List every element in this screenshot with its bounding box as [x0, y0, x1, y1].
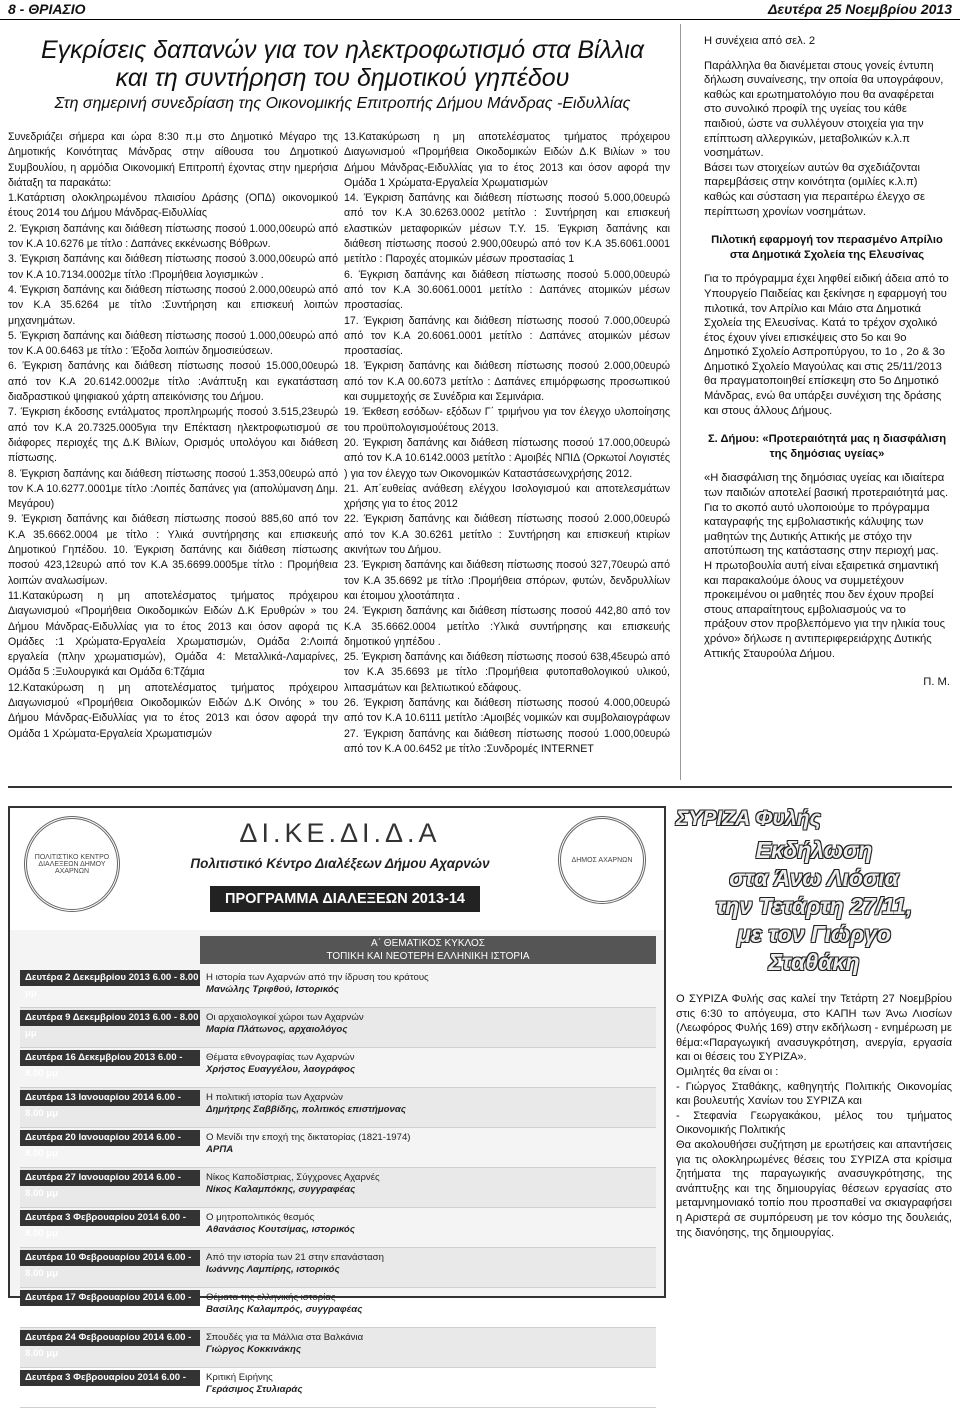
- continuation-column: [704, 34, 950, 690]
- lecture-date: Δευτέρα 2 Δεκεμβρίου 2013 6.00 - 8.00 μμ: [20, 970, 200, 986]
- article-subtitle: Στη σημερινή συνεδρίαση της Οικονομικής Επιτροπής Δήμου Μάνδρας -Ειδυλλίας: [54, 95, 631, 112]
- lecture-date: Δευτέρα 10 Φεβρουαρίου 2014 6.00 - 8.00 μμ: [20, 1250, 200, 1266]
- paragraph: 6. Έγκριση δαπάνης και διάθεση πίστωσης ποσού 15.000,00ευρώ από τον Κ.Α 20.6142.0002με τίτλο :Ανάπτυξη και εγκατάσταση διαδραστικού ψηφιακού χάρτη απεικόνισης του Δήμου.: [8, 360, 338, 404]
- lecture-title: Κριτική Ειρήνης: [206, 1372, 273, 1383]
- paragraph: 26. Έγκριση δαπάνης και διάθεση πίστωσης ποσού 4.000,00ευρώ από τον Κ.Α 10.6111 μετίτλο :Αμοιβές νομικών και συμβολαιογράφων 27. Έγκριση δαπάνης και διάθεση πίστωσης ποσού 1.000,00ευρώ από τον Κ.Α 00.6452 με τίτλο :Συνδρομές INTERNET: [344, 696, 670, 755]
- cycle-heading: [200, 936, 656, 964]
- event-line: στα Άνω Λιόσια: [729, 865, 899, 891]
- section-heading: Σ. Δήμου: «Προτεραιότητά μας η διασφάλιση της δημόσιας υγείας»: [707, 433, 947, 460]
- lecture-date: Δευτέρα 9 Δεκεμβρίου 2013 6.00 - 8.00 μμ: [20, 1010, 200, 1026]
- municipality-seal-icon: ΔΗΜΟΣ ΑΧΑΡΝΩΝ: [558, 816, 646, 904]
- paragraph: Για το πρόγραμμα έχει ληφθεί ειδική άδεια από το Υπουργείο Παιδείας και ξεκίνησε η εφαρμογή του πιλοτικά, τον Απρίλιο και Μάιο στα Δημοτικά Σχολεία της Ελευσίνας. Κατά το τρέχον σχολικό έτος έχουν γίνει επισκέψεις στο 5ο και 9ο Δημοτικό Σχολείο Ασπροπύργου, το 1ο , 2ο & 3ο Δημοτικό Σχολείο Μαγούλας και στις 25/11/2013 θα πραγματοποιηθεί επίσκεψη στο 5ο Δημοτικό Μάνδρας, ενώ θα υπάρξει συνέχιση της δράσης και στους άλλους Δήμους.: [704, 273, 949, 417]
- article-title: [20, 36, 665, 92]
- lecture-date: Δευτέρα 3 Φεβρουαρίου 2014 6.00 - 8.00 μμ: [20, 1370, 200, 1386]
- event-line: Εκδήλωση: [755, 837, 873, 863]
- paragraph: 6. Έγκριση δαπάνης και διάθεση πίστωσης ποσού 5.000,00ευρώ από τον Κ.Α 30.6061.0001 μετίτλο : Δαπάνες ατομικών μέσων προστασίας.: [344, 268, 670, 312]
- lecture-speaker: Νίκος Καλαμπόκης, συγγραφέας: [206, 1184, 356, 1195]
- paragraph: 2. Έγκριση δαπάνης και διάθεση πίστωσης ποσού 1.000,00ευρώ από τον Κ.Α 10.6276 με τίτλο : Δαπάνες εκκένωσης Βόθρων.: [8, 222, 338, 251]
- seal-icon: ΠΟΛΙΤΙΣΤΙΚΟ ΚΕΝΤΡΟ ΔΙΑΛΕΞΕΩΝ ΔΗΜΟΥ ΑΧΑΡΝΩΝ: [24, 816, 120, 912]
- lecture-date: Δευτέρα 16 Δεκεμβρίου 2013 6.00 - 8.00 μμ: [20, 1050, 200, 1066]
- lecture-row: [20, 1368, 656, 1408]
- paragraph: 4. Έγκριση δαπάνης και διάθεση πίστωσης ποσού 2.000,00ευρώ από τον Κ.Α 35.6264 με τίτλο :Συντήρηση και επισκευή λοιπών μηχανημάτων.: [8, 283, 338, 327]
- lecture-details: [206, 1092, 652, 1116]
- paragraph: 9. Έγκριση δαπάνης και διάθεση πίστωσης ποσού 885,60 από τον Κ.Α 35.6662.0004 με τίτλο : Υλικά συντήρησης και επισκευής Δημοτικού Γηπέδου. 10. Έγκριση δαπάνης και διάθεση πίστωσης ποσού 423,12ευρώ από τον Κ.Α 35.6699.0005με τίτλο : Προμήθεια λοιπών αναλωσίμων.: [8, 513, 338, 587]
- lecture-speaker: Μαρία Πλάτωνος, αρχαιολόγος: [206, 1024, 348, 1035]
- paragraph: 14. Έγκριση δαπάνης και διάθεση πίστωσης ποσού 5.000,00ευρώ από τον Κ.Α 30.6263.0002 μετίτλο : Συντήρηση και επισκευή ελαστικών μεταφορικών μέσων Τ.Υ. 15. Έγκριση δαπάνης και διάθεση πίστωσης ποσού 2.900,00ευρώ από τον Κ.Α 35.6061.0001 μετίτλο : Παροχές ατομικών μέσων προστασίας 1: [344, 192, 670, 266]
- lecture-details: [206, 1012, 652, 1036]
- cycle-title: Α΄ ΘΕΜΑΤΙΚΟΣ ΚΥΚΛΟΣ: [371, 938, 485, 949]
- lecture-title: Σπουδές για τα Μάλλια στα Βαλκάνια: [206, 1332, 364, 1343]
- lecture-title: Θέματα της ελληνικής ιστορίας: [206, 1292, 336, 1303]
- lecture-details: [206, 1052, 652, 1076]
- lecture-date: Δευτέρα 3 Φεβρουαρίου 2014 6.00 - 8.00 μμ: [20, 1210, 200, 1226]
- paragraph: 17. Έγκριση δαπάνης και διάθεση πίστωσης ποσού 7.000,00ευρώ από τον Κ.Α 20.6061.0001 μετίτλο : Δαπάνες ατομικών μέσων προστασίας.: [344, 314, 670, 358]
- column-divider: [680, 24, 681, 780]
- lecture-speaker: ΑΡΠΑ: [206, 1144, 234, 1155]
- lecture-speaker: Γιώργος Κοκκινάκης: [206, 1344, 301, 1355]
- lecture-row: [20, 1128, 656, 1168]
- lecture-title: Ο μητροπολιτικός θεσμός: [206, 1212, 315, 1223]
- article-column-2: [344, 130, 670, 770]
- lecture-row: [20, 1328, 656, 1368]
- lecture-title: Οι αρχαιολογικοί χώροι των Αχαρνών: [206, 1012, 364, 1023]
- paragraph: Η πρωτοβουλία αυτή είναι εξαιρετικά σημαντική και παρακαλούμε όλους να συμμετέχουν προκειμένου οι μαθητές που δεν έχουν προβεί στους απαραίτητους εμβολιασμούς να το πράξουν στον προβλεπόμενο για την ηλικία τους χρόνο» δήλωσε η αντιπεριφερειάρχης Δυτικής Αττικής Σταυρούλα Δήμου.: [704, 560, 945, 660]
- paragraph: Ομιλητές θα είναι οι :: [676, 1065, 779, 1078]
- lecture-date: Δευτέρα 13 Ιανουαρίου 2014 6.00 - 8.00 μμ: [20, 1090, 200, 1106]
- lecture-date: Δευτέρα 20 Ιανουαρίου 2014 6.00 - 8.00 μμ: [20, 1130, 200, 1146]
- page-header: [0, 0, 960, 20]
- paragraph: 22. Έγκριση δαπάνης και διάθεση πίστωσης ποσού 2.000,00ευρώ από τον Κ.Α 30.6261 μετίτλο : Συντήρηση και επισκευή κτιρίων ακινήτων του Δήμου.: [344, 513, 670, 557]
- lecture-date: Δευτέρα 24 Φεβρουαρίου 2014 6.00 - 8.00 μμ: [20, 1330, 200, 1346]
- lecture-speaker: Μανώλης Τριφθού, Ιστορικός: [206, 984, 339, 995]
- lecture-details: [206, 1372, 652, 1396]
- lecture-speaker: Γεράσιμος Στυλιαράς: [206, 1384, 303, 1395]
- paragraph: 12.Κατακύρωση η μη αποτελέσματος τμήματος πρόχειρου Διαγωνισμού «Προμήθεια Οικοδομικών Ειδών Δ.Κ Οινόης » του Δήμου Μάνδρας-Ειδυλλίας για το έτος 2013 και όσον αφορά την Ομάδα 1 Χρώματα-Εργαλεία Χρωματισμών: [8, 681, 338, 740]
- lecture-details: [206, 972, 652, 996]
- lecture-row: [20, 1248, 656, 1288]
- author-signature: Π. Μ.: [923, 676, 950, 689]
- paragraph: 19. Έκθεση εσόδων- εξόδων Γ΄ τριμήνου για τον έλεγχο υλοποίησης του προϋπολογισμούέτους 2013.: [344, 406, 670, 434]
- lecture-details: [206, 1252, 652, 1276]
- section-divider: [8, 786, 952, 788]
- lecture-row: [20, 1008, 656, 1048]
- lecture-title: Από την ιστορία των 21 στην επανάσταση: [206, 1252, 384, 1263]
- issue-date: Δευτέρα 25 Νοεμβρίου 2013: [767, 1, 952, 17]
- page-label: 8 - ΘΡΙΑΣΙΟ: [8, 1, 86, 17]
- poster-org-title: ΔΙ.ΚΕ.ΔΙ.Δ.Α: [239, 818, 441, 848]
- paragraph: 23. Έγκριση δαπάνης και διάθεση πίστωσης ποσού 327,70ευρώ από τον Κ.Α 35.6692 με τίτλο :Προμήθεια σπόρων, φυτών, δενδρυλλίων και έτοιμου χλοοτάπητα .: [344, 559, 670, 602]
- paragraph: Βάσει των στοιχείων αυτών θα σχεδιάζονται παρεμβάσεις στην κοινότητα (ομιλίες κ.λ.π) καθώς και σύσταση για περαιτέρω έλεγχο σε περίπτωση χρονίων νοσημάτων.: [704, 161, 926, 218]
- paragraph: 25. Έγκριση δαπάνης και διάθεση πίστωσης ποσού 638,45ευρώ από τον Κ.Α 35.6693 με τίτλο :Προμήθεια φυτοπαθολογικού υλικού, λιπασμάτων και βελτιωτικού εδάφους.: [344, 651, 670, 694]
- lecture-date: Δευτέρα 27 Ιανουαρίου 2014 6.00 - 8.00 μμ: [20, 1170, 200, 1186]
- lecture-details: [206, 1212, 652, 1236]
- lecture-title: Η ιστορία των Αχαρνών από την ίδρυση του κράτους: [206, 972, 429, 983]
- event-line: με τον Γιώργο: [737, 921, 891, 947]
- lecture-details: [206, 1172, 652, 1196]
- article-title-line2: και τη συντήρηση του δημοτικού γηπέδου: [115, 64, 570, 92]
- paragraph: 1.Κατάρτιση ολοκληρωμένου πλαισίου Δράσης (ΟΠΔ) οικονομικού έτους 2014 του Δήμου Μάνδρας-Ειδυλλίας: [8, 192, 338, 220]
- lecture-program-poster: [8, 806, 666, 1399]
- lecture-row: [20, 1288, 656, 1328]
- continuation-label: Η συνέχεια από σελ. 2: [704, 35, 816, 47]
- article-title-line1: Εγκρίσεις δαπανών για τον ηλεκτροφωτισμό στα Βίλλια: [40, 36, 644, 64]
- syriza-body: [676, 992, 952, 1240]
- paragraph: - Γιώργος Σταθάκης, καθηγητής Πολιτικής Οικονομίας και βουλευτής Χανίων του ΣΥΡΙΖΑ και: [676, 1080, 952, 1108]
- paragraph: 8. Έγκριση δαπάνης και διάθεση πίστωσης ποσού 1.353,00ευρώ από τον Κ.Α 10.6277.0001με τίτλο :Λοιπές δαπάνες για (απολύμανση Δημ. Μεγάρου): [8, 467, 338, 511]
- lecture-speaker: Χρήστος Ευαγγέλου, λαογράφος: [206, 1064, 355, 1075]
- poster-header: [10, 808, 664, 930]
- poster-program-banner: ΠΡΟΓΡΑΜΜΑ ΔΙΑΛΕΞΕΩΝ 2013-14: [210, 886, 480, 912]
- paragraph: 24. Έγκριση δαπάνης και διάθεση πίστωσης ποσού 442,80 από τον Κ.Α 35.6662.0004 μετίτλο :Υλικά συντήρησης και επισκευής δημοτικού γηπέδου .: [344, 605, 670, 648]
- lecture-title: Νίκος Καποδίστριας, Σύγχρονες Αχαρνές: [206, 1172, 380, 1183]
- syriza-event-heading: [676, 836, 952, 976]
- paragraph: Συνεδριάζει σήμερα και ώρα 8:30 π.μ στο Δημοτικό Μέγαρο της Δημοτικής Κοινότητας Μάνδρας στην αίθουσα του Δημοτικού Συμβουλίου, η αρμόδια Οικονομική Επιτροπή έχοντας στην ημερήσια διάταξη τα παρακάτω:: [8, 131, 338, 189]
- lecture-speaker: Βασίλης Καλαμπρός, συγγραφέας: [206, 1304, 363, 1315]
- lecture-title: Θέματα εθνογραφίας των Αχαρνών: [206, 1052, 355, 1063]
- lecture-row: [20, 968, 656, 1008]
- paragraph: 18. Έγκριση δαπάνης και διάθεση πίστωσης ποσού 2.000,00ευρώ από τον Κ.Α 00.6073 μετίτλο : Δαπάνες επιμόρφωσης προσωπικού και συμμετοχής σε Συνέδρια και Σεμινάρια.: [344, 360, 670, 404]
- lecture-speaker: Δημήτρης Σαββίδης, πολιτικός επιστήμονας: [206, 1104, 406, 1115]
- paragraph: Παράλληλα θα διανέμεται στους γονείς έντυπη δήλωση συναίνεσης, την οποία θα υπογράφουν, καθώς και ερωτηματολόγιο που θα αναφέρεται στο συνολικό προφίλ της υγείας του κάθε παιδιού, ώστε να συλλέγουν στοιχεία για την επίπτωση αλλεργικών, μεταβολικών κ.λ.π νοσημάτων.: [704, 59, 944, 160]
- paragraph: 11.Κατακύρωση η μη αποτελέσματος τμήματος πρόχειρου Διαγωνισμού «Προμήθεια Οικοδομικών Ειδών Δ.Κ Ερυθρών » του Δήμου Μάνδρας-Ειδυλλίας για το έτος 2013 και όσον αφορά τις Ομάδες :1 Χρώματα-Εργαλεία Χρωματισμών, Ομάδα 2:Λοιπά εργαλεία (πλην χρωματισμών), Ομάδα 4: Μεταλλικά-Λαμαρίνες, Ομάδα 5 :Ξυλουργικά και Ομάδα 6:Τζάμια: [8, 589, 338, 679]
- lecture-title: Ο Μενίδι την εποχή της δικτατορίας (1821-1974): [206, 1132, 411, 1143]
- paragraph: - Στεφανία Γεωργακάκου, μέλος του τμήματος Οικονομικής Πολιτικής: [676, 1109, 952, 1137]
- paragraph: 3. Έγκριση δαπάνης και διάθεση πίστωσης ποσού 3.000,00ευρώ από τον Κ.Α 10.7134.0002με τίτλο :Προμήθεια λογισμικών .: [8, 253, 338, 281]
- lecture-speaker: Αθανάσιος Κουτσίμας, ιστορικός: [206, 1224, 355, 1235]
- poster-org-subtitle: Πολιτιστικό Κέντρο Διαλέξεων Δήμου Αχαρνών: [190, 856, 490, 871]
- lecture-list: [20, 968, 656, 1408]
- paragraph: 13.Κατακύρωση η μη αποτελέσματος τμήματος πρόχειρου Διαγωνισμού «Προμήθεια Οικοδομικών Ειδών Δ.Κ Βιλίων » του Δήμου Μάνδρας-Ειδυλλίας για το έτος 2013 και όσον αφορά την Ομάδα 1 Χρώματα-Εργαλεία Χρωματισμών: [344, 131, 670, 189]
- lecture-details: [206, 1332, 652, 1356]
- lecture-title: Η πολιτική ιστορία των Αχαρνών: [206, 1092, 343, 1103]
- section-heading: Πιλοτική εφαρμογή τον περασμένο Απρίλιο στα Δημοτικά Σχολεία της Ελευσίνας: [711, 234, 943, 261]
- paragraph: «Η διασφάλιση της δημόσιας υγείας και ιδιαίτερα των παιδιών αποτελεί βασική προτεραιότητά μας. Για το σκοπό αυτό υλοποιούμε το πρόγραμμα καταγραφής της εμβολιαστικής κάλυψης των μαθητών της Δυτικής Αττικής με στόχο την αποτύπωση της κατάστασης στην περιοχή μας.: [704, 472, 949, 558]
- lecture-row: [20, 1208, 656, 1248]
- event-line: την Τετάρτη 27/11,: [715, 893, 913, 919]
- paragraph: 7. Έγκριση έκδοσης εντάλματος προπληρωμής ποσού 3.515,23ευρώ από τον Κ.Α 20.7325.0005για την Επέκταση ηλεκτροφωτισμού σε διάφορες περιοχές της Δ.Κ Βιλίων, Ορισμός υπολόγου και διάθεση πίστωσης.: [8, 406, 338, 465]
- lecture-date: Δευτέρα 17 Φεβρουαρίου 2014 6.00 - 8.00 μμ: [20, 1290, 200, 1306]
- article-column-1: [8, 130, 338, 770]
- lecture-row: [20, 1168, 656, 1208]
- lecture-details: [206, 1132, 652, 1156]
- event-line: Σταθάκη: [768, 949, 860, 975]
- paragraph: Ο ΣΥΡΙΖΑ Φυλής σας καλεί την Τετάρτη 27 Νοεμβρίου στις 6:30 το απόγευμα, στο ΚΑΠΗ των Άνω Λιοσίων (Λεωφόρος Φυλής 169) στην εκδήλωση - ενημέρωση με θέμα:«Παραγωγική ανασυγκρότηση, ανεργία, εργασία και οι θέσεις του ΣΥΡΙΖΑ».: [676, 993, 952, 1064]
- paragraph: 20. Έγκριση δαπάνης και διάθεση πίστωσης ποσού 17.000,00ευρώ από τον Κ.Α 10.6142.0003 μετίτλο : Αμοιβές ΝΠΙΔ (Ορκωτοί Λογιστές ) για τον έλεγχο των Οικονομικών Καταστάσεωνχρήσης 2012.: [344, 436, 670, 480]
- paragraph: 21. Απ΄ευθείας ανάθεση ελέγχου Ισολογισμού και αποτελεσμάτων χρήσης για το έτος 2012: [344, 482, 670, 511]
- syriza-announcement: [676, 806, 952, 1298]
- lecture-row: [20, 1048, 656, 1088]
- lecture-details: [206, 1292, 652, 1316]
- paragraph: Θα ακολουθήσει συζήτηση με ερωτήσεις και απαντήσεις για τις ολοκληρωμένες θέσεις του ΣΥΡΙΖΑ στα κρίσιμα ζητήματα της παραγωγικής ανασυγκρότησης, της ανάπτυξης και της δημιουργίας θέσεων εργασίας στο μεταμνημονιακό τοπίο που προσπαθεί να σκιαγραφήσει η Αριστερά σε συμπόρευση με τον κόσμο της δουλειάς, της διανόησης, της δημιουργίας.: [676, 1138, 952, 1239]
- cycle-subtitle: ΤΟΠΙΚΗ ΚΑΙ ΝΕΟΤΕΡΗ ΕΛΛΗΝΙΚΗ ΙΣΤΟΡΙΑ: [326, 951, 530, 962]
- paragraph: 5. Έγκριση δαπάνης και διάθεση πίστωσης ποσού 1.000,00ευρώ από τον Κ.Α 00.6463 με τίτλο : Έξοδα λοιπών δημοσιεύσεων.: [8, 329, 338, 358]
- lecture-row: [20, 1088, 656, 1128]
- syriza-label: ΣΥΡΙΖΑ Φυλής: [676, 807, 821, 830]
- lecture-speaker: Ιωάννης Λαμπίρης, ιστορικός: [206, 1264, 340, 1275]
